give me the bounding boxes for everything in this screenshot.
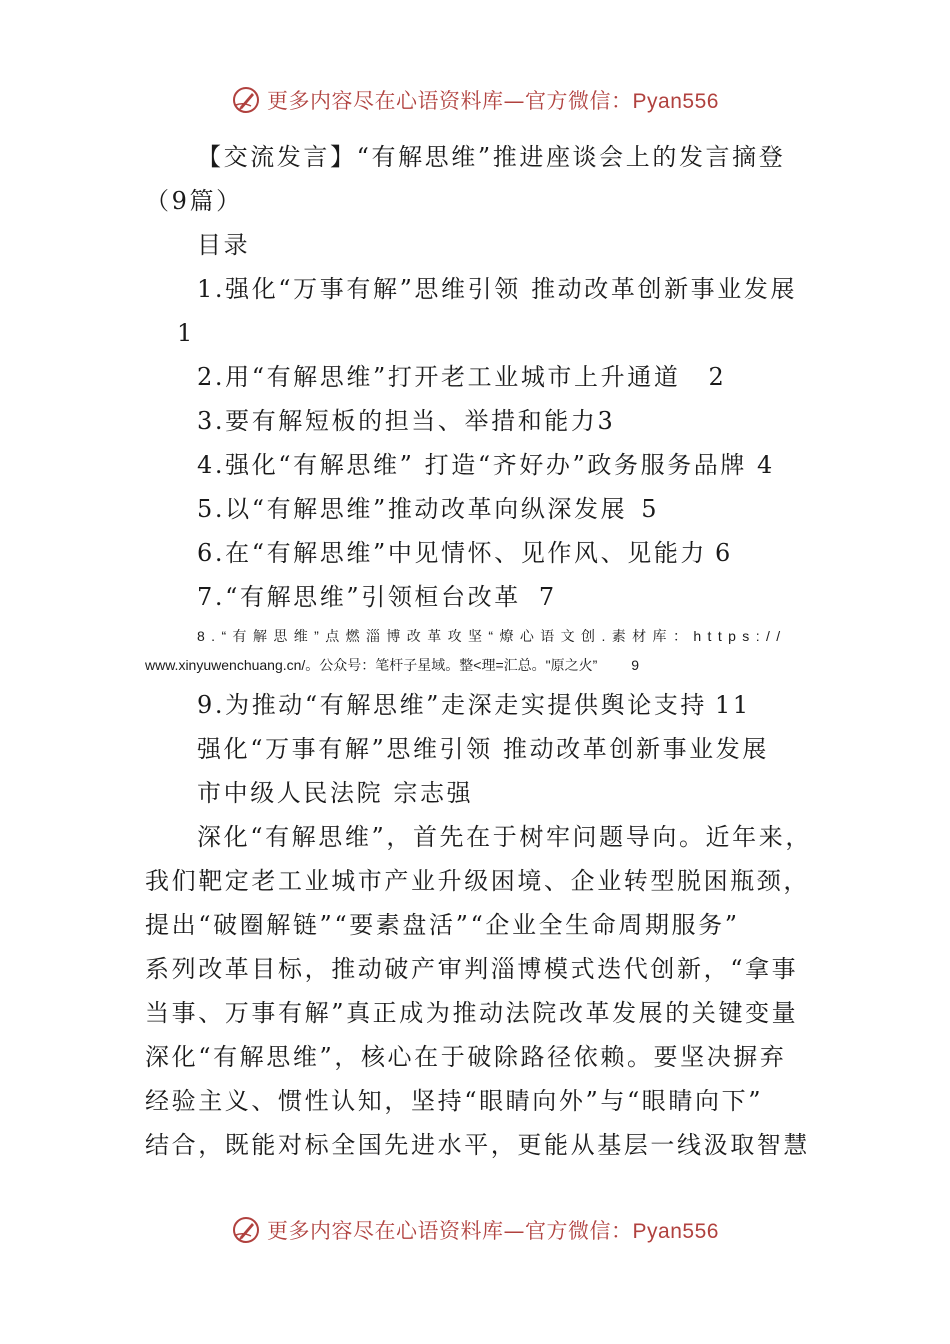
body-line: 当事、万事有解”真正成为推动法院改革发展的关键变量: [145, 999, 799, 1027]
toc-page-number: 4: [757, 451, 775, 479]
body-line: 经验主义、惯性认知，坚持“眼睛向外”与“眼睛向下”: [145, 1087, 764, 1115]
toc-item[interactable]: 2.用“有解思维”打开老工业城市上升通道 2: [197, 363, 727, 391]
body-line: 结合，既能对标全国先进水平，更能从基层一线汲取智慧: [145, 1131, 810, 1159]
pen-logo-icon: [231, 1215, 261, 1245]
article-title: 强化“万事有解”思维引领 推动改革创新事业发展: [197, 735, 769, 763]
toc-item[interactable]: 8.“有解思维”点燃淄博改革攻坚“燎心语文创.素材库：https://: [197, 628, 787, 644]
article-author: 市中级人民法院 宗志强: [197, 779, 474, 807]
toc-page-number: 6: [715, 539, 733, 567]
body-line: 深化“有解思维”，首先在于树牢问题导向。近年来，: [197, 823, 812, 851]
footer-banner: [0, 1208, 950, 1252]
toc-page-number: 9: [631, 657, 640, 673]
toc-item[interactable]: 1.强化“万事有解”思维引领 推动改革创新事业发展: [197, 275, 798, 303]
toc-page-number: 3: [597, 407, 616, 435]
toc-item[interactable]: 3.要有解短板的担当、举措和能力3: [197, 407, 616, 435]
doc-title-line1: 【交流发言】“有解思维”推进座谈会上的发言摘登: [197, 143, 786, 171]
toc-heading: 目录: [197, 231, 251, 259]
toc-item[interactable]: 4.强化“有解思维” 打造“齐好办”政务服务品牌 4: [197, 451, 775, 479]
banner-text: 更多内容尽在心语资料库—官方微信：Pyan556: [267, 89, 719, 113]
header-banner: [0, 78, 950, 122]
toc-item[interactable]: 5.以“有解思维”推动改革向纵深发展 5: [197, 495, 660, 523]
banner-text: 更多内容尽在心语资料库—官方微信：Pyan556: [267, 1219, 719, 1243]
body-line: 我们靶定老工业城市产业升级困境、企业转型脱困瓶颈，: [145, 867, 810, 895]
toc-item-continued[interactable]: www.xinyuwenchuang.cn/。公众号：笔杆子星域。整<理=汇总。"原之火” 9: [145, 657, 640, 673]
body-line: 提出“破圈解链”“要素盘活”“企业全生命周期服务”: [145, 911, 740, 939]
banner-handle: Pyan556: [632, 1220, 719, 1243]
toc-page-number: 5: [641, 495, 660, 523]
toc-page-number: 7: [538, 583, 557, 611]
body-line: 深化“有解思维”，核心在于破除路径依赖。要坚决摒弃: [145, 1043, 787, 1071]
doc-title-line2: （9篇）: [145, 187, 243, 215]
banner-handle: Pyan556: [632, 90, 719, 113]
toc-item[interactable]: 6.在“有解思维”中见情怀、见作风、见能力 6: [197, 539, 733, 567]
body-line: 系列改革目标，推动破产审判淄博模式迭代创新，“拿事: [145, 955, 799, 983]
toc-page-number: 11: [715, 691, 751, 719]
toc-item[interactable]: 9.为推动“有解思维”走深走实提供舆论支持 11: [197, 691, 751, 719]
pen-logo-icon: [231, 85, 261, 115]
toc-item[interactable]: 7.“有解思维”引领桓台改革 7: [197, 583, 557, 611]
toc-page-number: 2: [708, 363, 727, 391]
toc-page-number: 1: [177, 319, 195, 347]
